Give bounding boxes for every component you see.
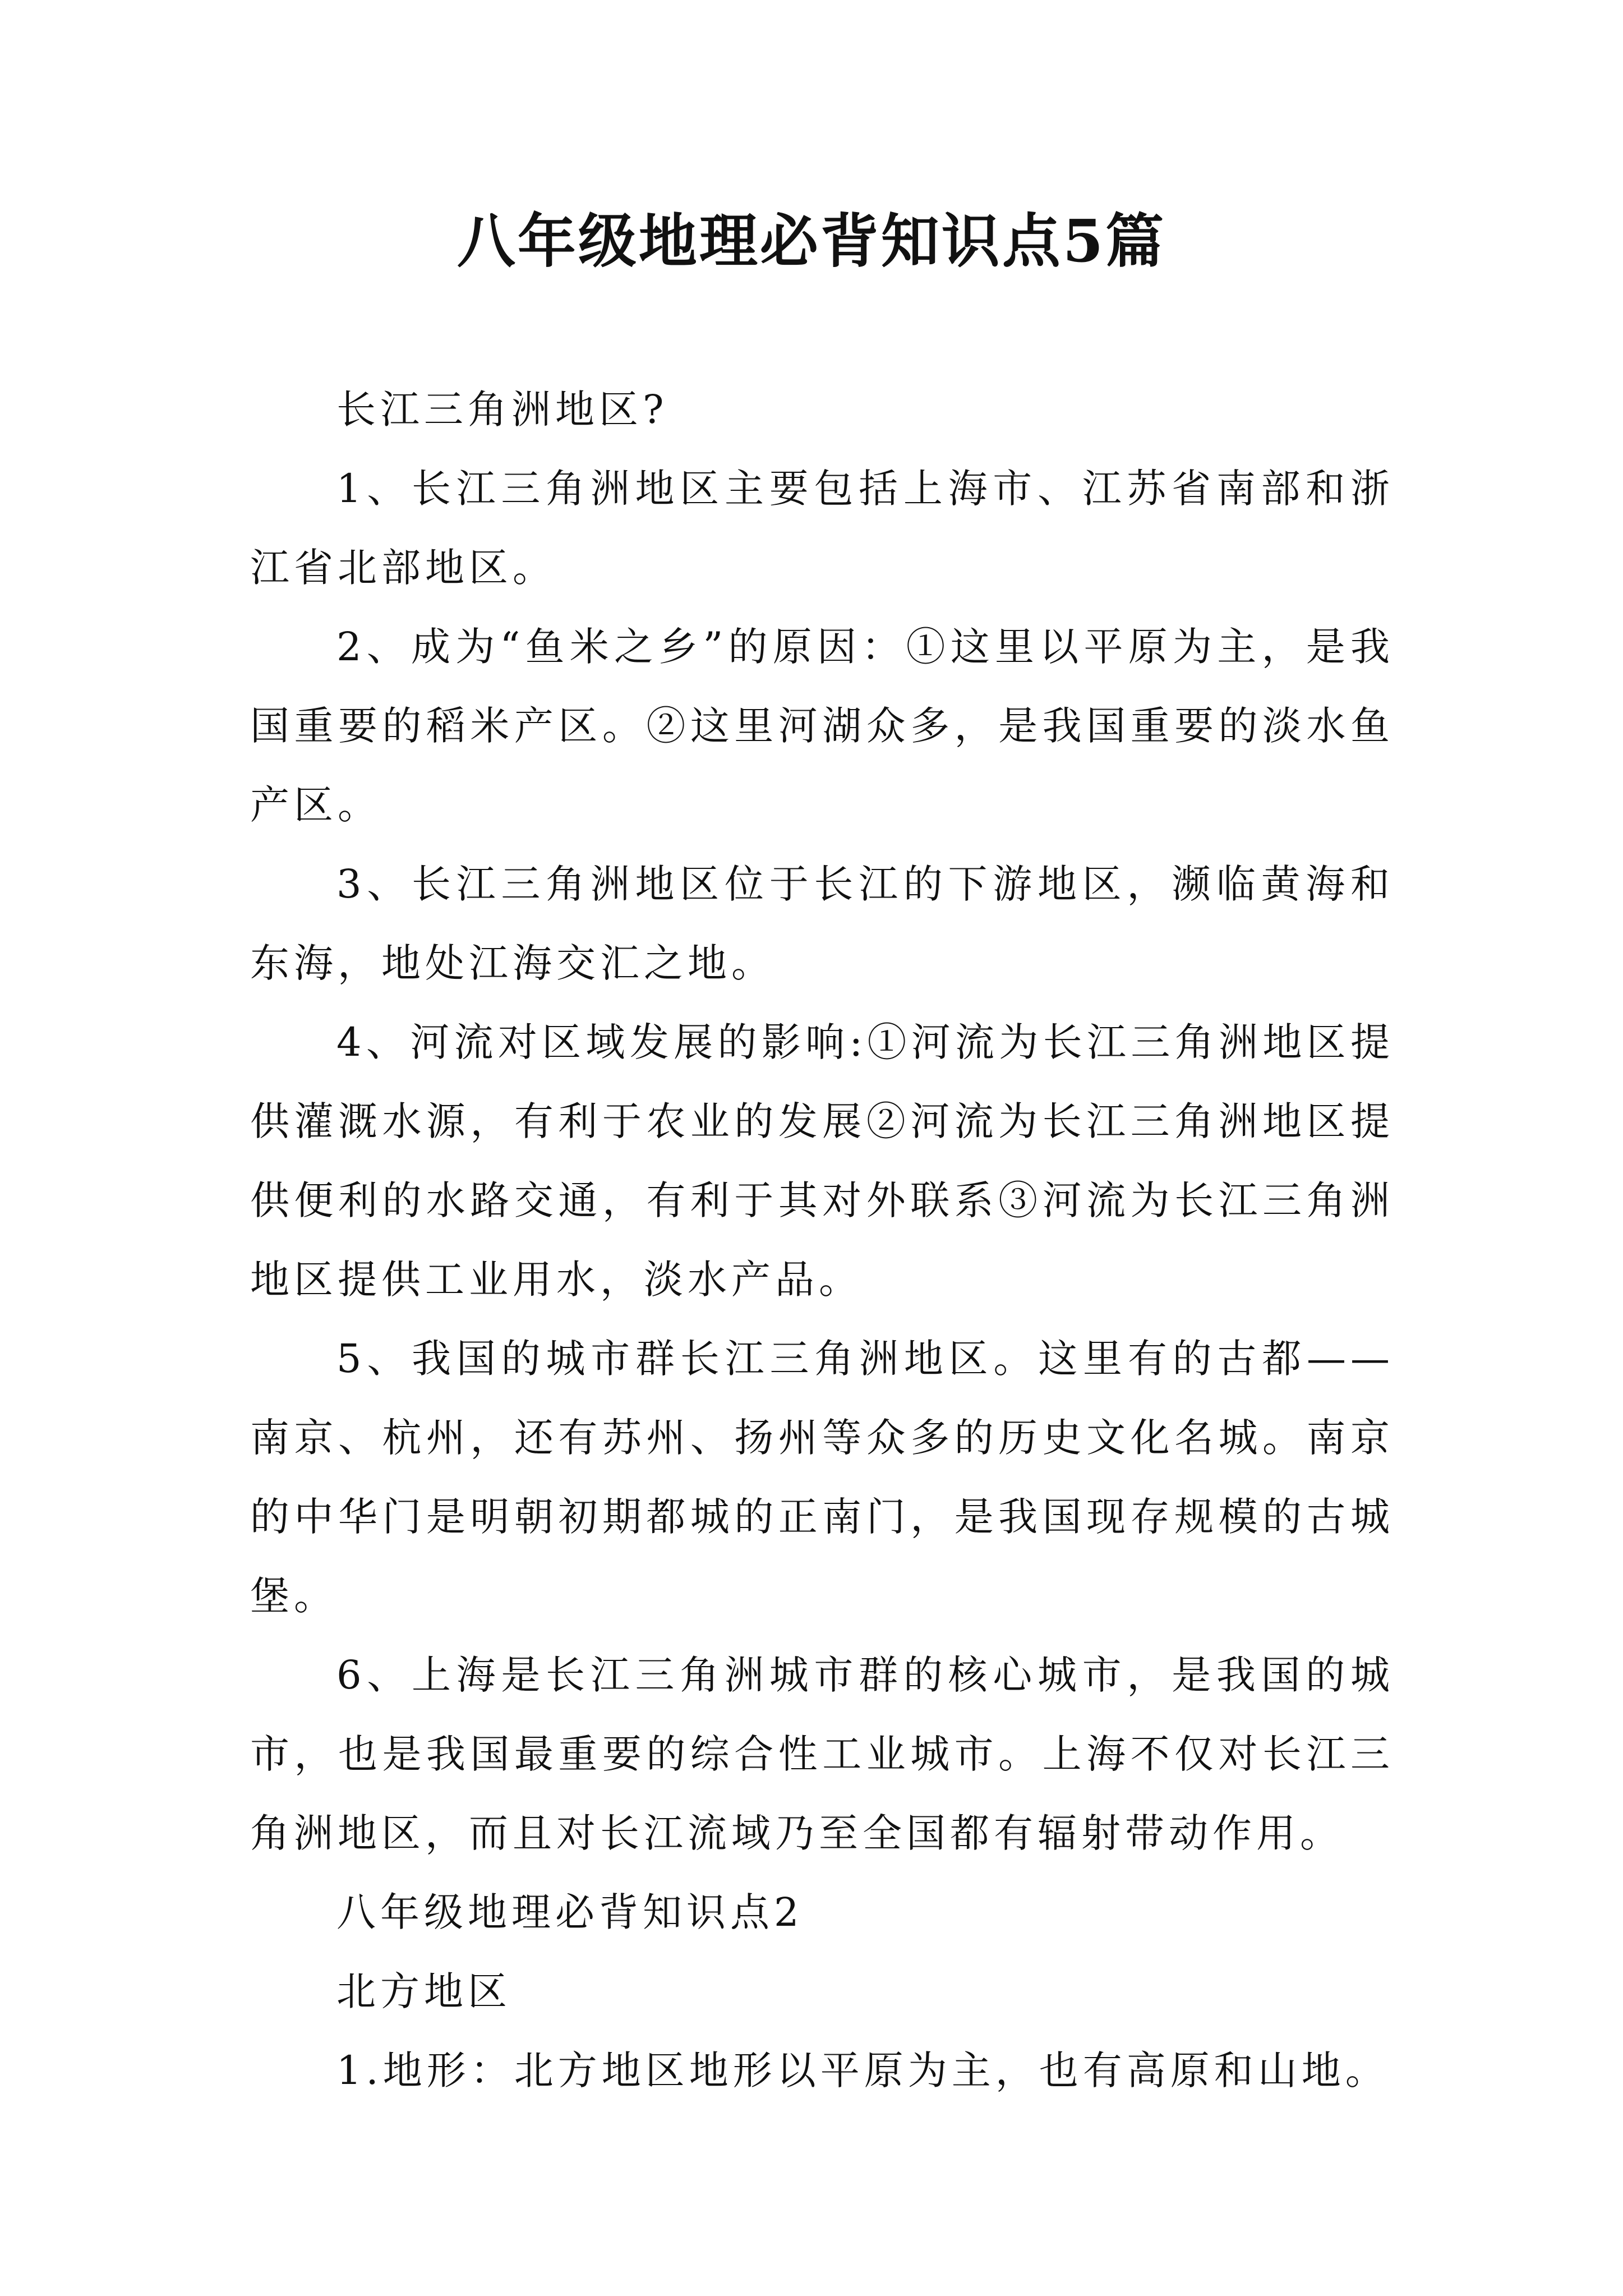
document-body bbox=[250, 370, 1394, 2110]
paragraph-section-heading: 长江三角洲地区? bbox=[336, 386, 668, 432]
document-title: 八年级地理必背知识点5篇 bbox=[457, 206, 1166, 275]
paragraph-point-2: 2、成为“鱼米之乡”的原因：①这里以平原为主，是我国重要的稻米产区。②这里河湖众多，是我国重要的淡水鱼产区。 bbox=[250, 624, 1394, 828]
paragraph-subtitle-2: 八年级地理必背知识点2 bbox=[336, 1889, 804, 1935]
paragraph-point-5: 5、我国的城市群长江三角洲地区。这里有的古都——南京、杭州，还有苏州、扬州等众多的历史文化名城。南京的中华门是明朝初期都城的正南门，是我国现存规模的古城堡。 bbox=[250, 1336, 1394, 1619]
paragraph-point-1: 1、长江三角洲地区主要包括上海市、江苏省南部和浙江省北部地区。 bbox=[250, 466, 1394, 591]
paragraph-point-4: 4、河流对区域发展的影响:①河流为长江三角洲地区提供灌溉水源，有利于农业的发展②河流为长江三角洲地区提供便利的水路交通，有利于其对外联系③河流为长江三角洲地区提供工业用水，淡水产品。 bbox=[250, 1019, 1394, 1303]
paragraph-section-heading-2: 北方地区 bbox=[336, 1968, 511, 2014]
paragraph-point-terrain: 1.地形：北方地区地形以平原为主，也有高原和山地。 bbox=[336, 2047, 1389, 2093]
paragraph-point-6: 6、上海是长江三角洲城市群的核心城市，是我国的城市，也是我国最重要的综合性工业城市。上海不仅对长江三角洲地区，而且对长江流域乃至全国都有辐射带动作用。 bbox=[250, 1652, 1394, 1856]
paragraph-point-3: 3、长江三角洲地区位于长江的下游地区，濒临黄海和东海，地处江海交汇之地。 bbox=[250, 861, 1394, 986]
